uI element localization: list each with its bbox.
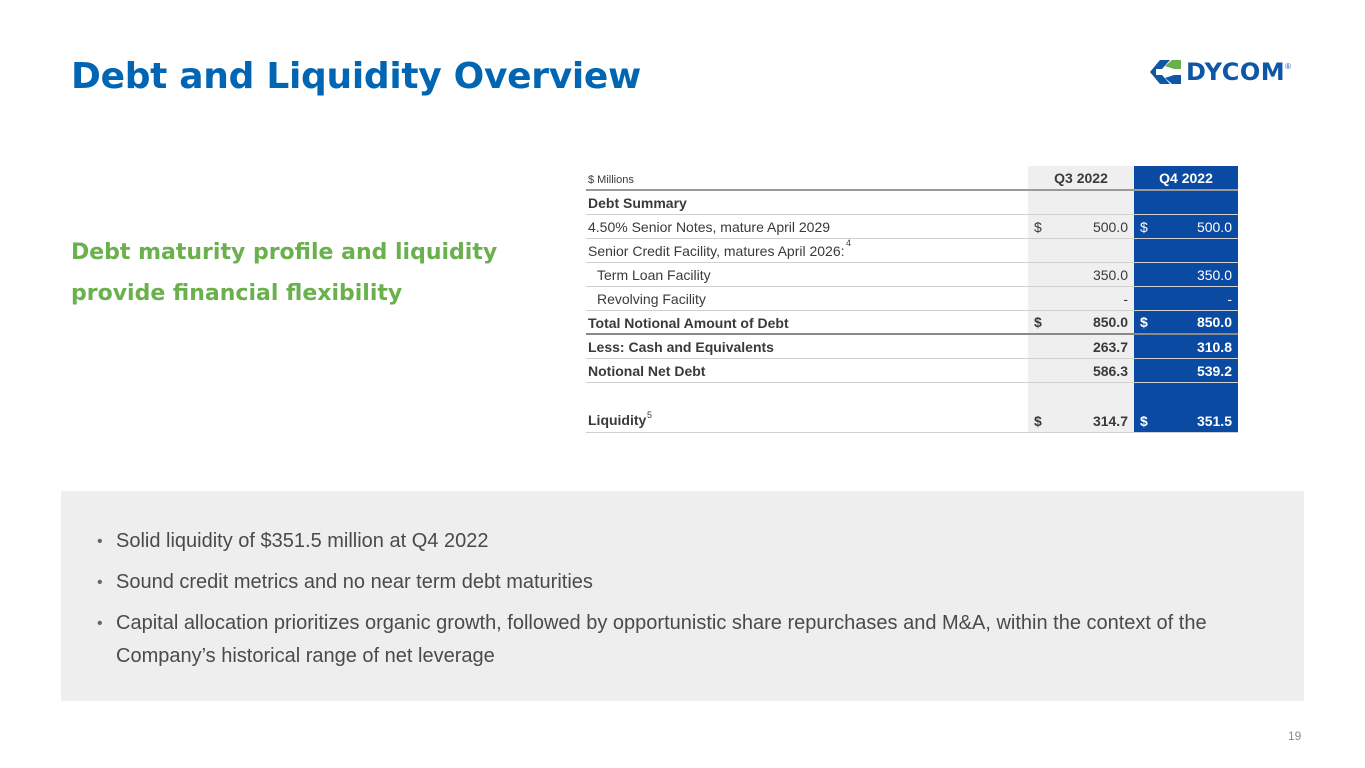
key-message-line-1: Debt maturity profile and liquidity [71,240,498,265]
cell-q3 [1028,215,1134,238]
debt-summary-table [586,166,1238,433]
bullet-icon: • [97,615,103,632]
currency-symbol: $ [1034,314,1042,330]
cell-q3 [1028,239,1134,262]
cell-q3 [1028,311,1134,333]
cell-value: 850.0 [1196,314,1232,330]
cell-value: 263.7 [1092,339,1128,355]
cell-value: 350.0 [1092,267,1128,283]
highlights-list [97,525,1276,673]
cell-value: 351.5 [1196,413,1232,429]
list-item [97,607,1276,673]
currency-symbol: $ [1140,413,1148,429]
row-label: Senior Credit Facility, matures April 2026: [588,243,845,259]
cell-q3 [1028,287,1134,310]
cell-value: 500.0 [1092,219,1128,235]
page-number: 19 [1288,729,1302,743]
bullet-icon: • [97,533,103,550]
highlights-panel [61,491,1304,701]
row-label: Term Loan Facility [597,267,711,283]
table-row: Liquidity 5 $ 314.7 $ 351.5 [586,383,1238,433]
bullet-icon: • [97,574,103,591]
cell-q4 [1134,311,1238,333]
currency-symbol: $ [1034,413,1042,429]
slide-title: Debt and Liquidity Overview [71,56,641,97]
cell-q3 [1028,383,1134,432]
row-label: Revolving Facility [597,291,706,307]
dycom-logo [1148,58,1291,86]
list-item [97,525,1276,558]
table-header-row [586,166,1238,191]
cell-q4 [1134,215,1238,238]
cell-value: 500.0 [1196,219,1232,235]
row-label: Liquidity [588,412,647,428]
cell-q4 [1134,359,1238,382]
row-label: Total Notional Amount of Debt [588,315,789,331]
table-row [586,311,1238,335]
table-row [586,215,1238,239]
cell-value: 314.7 [1092,413,1128,429]
cell-q4 [1134,335,1238,358]
key-message [71,232,531,314]
trademark-symbol: ® [1285,62,1292,71]
bullet-text: Capital allocation prioritizes organic growth, followed by opportunistic share repurchases and M&A, within the context of the Company’s historical range of net leverage [116,612,1207,667]
column-header-q4: Q4 2022 [1159,170,1213,186]
table-row [586,335,1238,359]
cell-q4 [1134,287,1238,310]
bullet-text: Sound credit metrics and no near term debt maturities [116,571,593,593]
cell-q3 [1028,263,1134,286]
cell-q4 [1134,383,1238,432]
cell-value: 586.3 [1092,363,1128,379]
dycom-logo-text: DYCOM [1186,58,1286,86]
table-row [586,263,1238,287]
cell-value: 310.8 [1196,339,1232,355]
row-label: Notional Net Debt [588,363,706,379]
currency-symbol: $ [1140,219,1148,235]
row-label: Debt Summary [588,195,687,211]
table-row [586,191,1238,215]
cell-value: 539.2 [1196,363,1232,379]
cell-value: 850.0 [1092,314,1128,330]
cell-value: - [1123,291,1128,307]
bullet-text: Solid liquidity of $351.5 million at Q4 2022 [116,530,489,552]
currency-symbol: $ [1034,219,1042,235]
currency-symbol: $ [1140,314,1148,330]
table-body [586,191,1238,433]
row-label: 4.50% Senior Notes, mature April 2029 [588,219,831,235]
row-label: Less: Cash and Equivalents [588,339,774,355]
cell-q4 [1134,191,1238,214]
key-message-line-2: provide financial flexibility [71,281,403,306]
list-item [97,566,1276,599]
column-header-q3: Q3 2022 [1054,170,1108,186]
cell-q4 [1134,239,1238,262]
units-label: $ Millions [588,174,634,186]
cell-q3 [1028,191,1134,214]
table-row [586,359,1238,383]
cell-value: - [1227,291,1232,307]
cell-q3 [1028,359,1134,382]
cell-q4 [1134,263,1238,286]
dycom-logo-mark-icon [1148,58,1182,86]
cell-q3 [1028,335,1134,358]
cell-value: 350.0 [1196,267,1232,283]
table-row: Senior Credit Facility, matures April 2026: 4 [586,239,1238,263]
table-row [586,287,1238,311]
